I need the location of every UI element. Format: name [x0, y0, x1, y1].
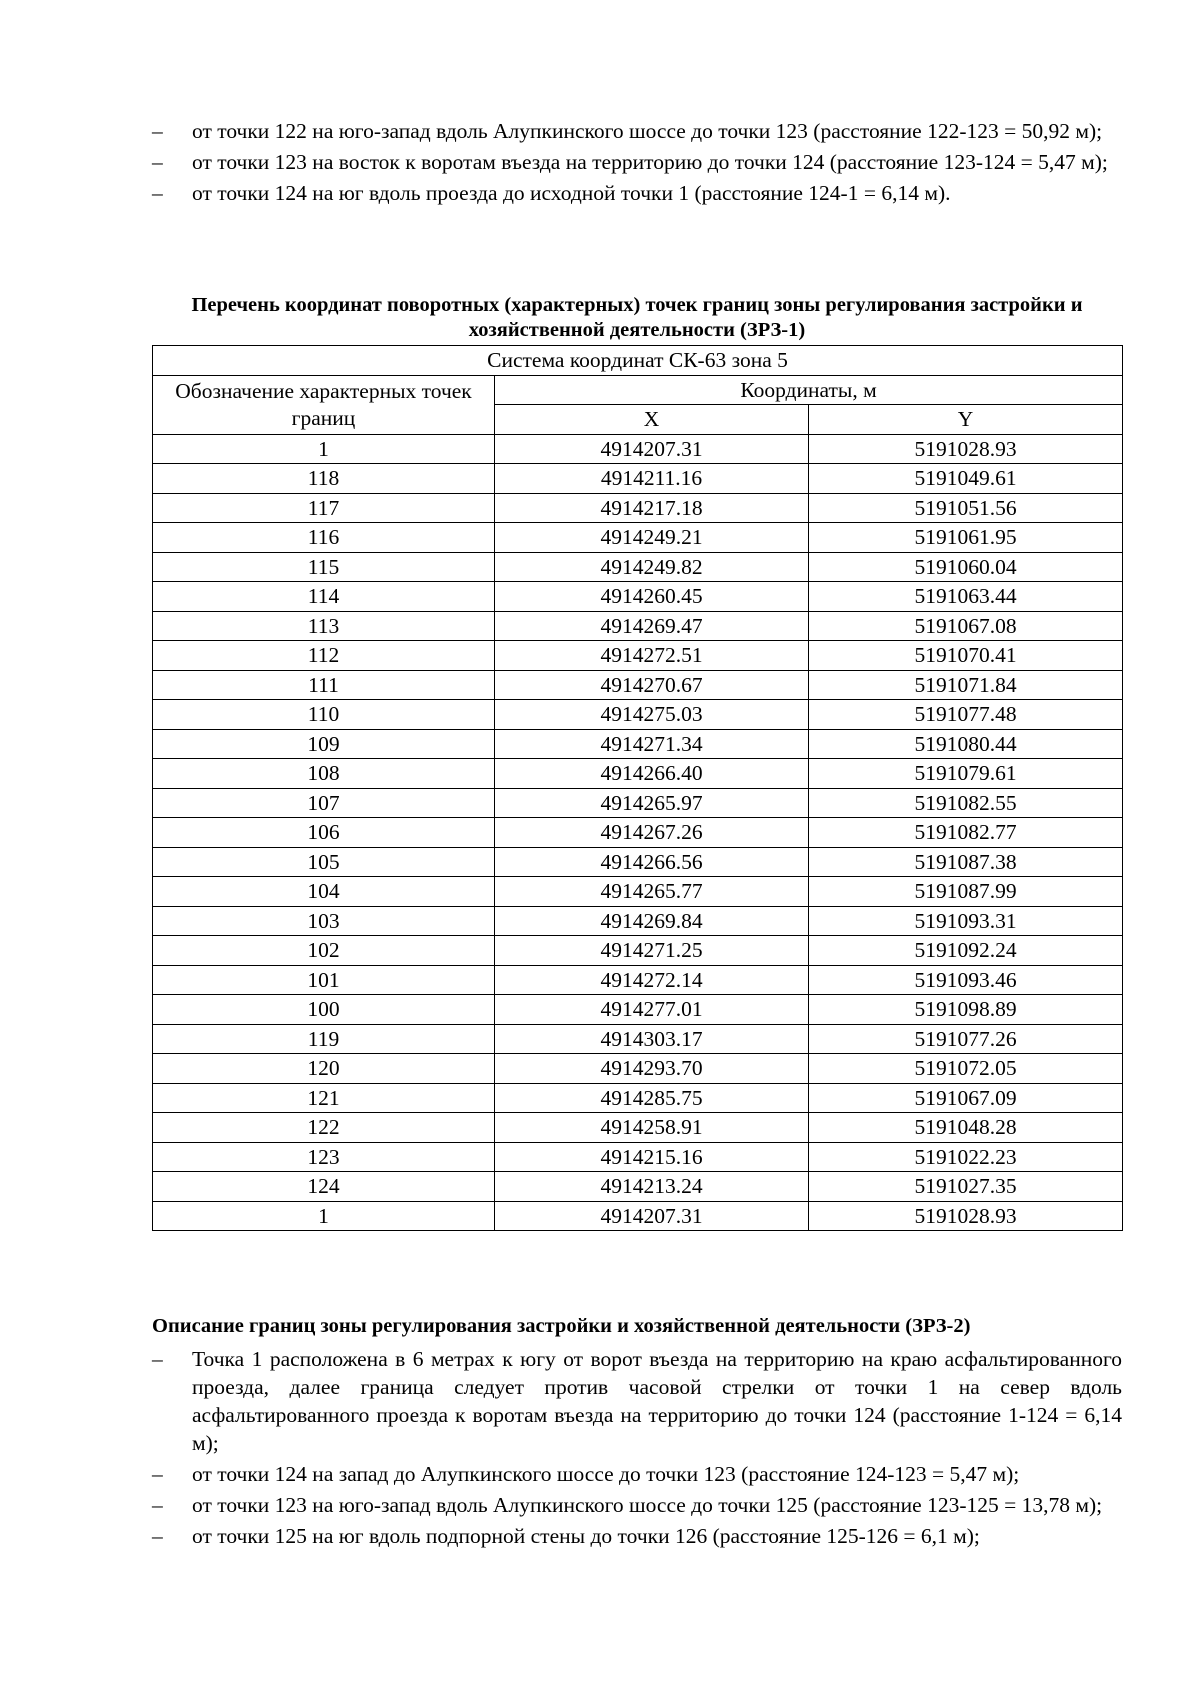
y-coordinate-cell: 5191080.44: [809, 729, 1123, 759]
list-item: – от точки 124 на запад до Алупкинского шоссе до точки 123 (расстояние 124-123 = 5,47 м);: [152, 1462, 1020, 1486]
table-row: [153, 434, 1123, 464]
y-coordinate-cell: 5191098.89: [809, 995, 1123, 1025]
x-coordinate-cell: 4914269.84: [495, 906, 809, 936]
x-coordinate-cell: 4914272.51: [495, 641, 809, 671]
point-cell: 120: [153, 1054, 495, 1084]
point-cell: 116: [153, 523, 495, 553]
x-coordinate-cell: 4914207.31: [495, 1201, 809, 1231]
y-coordinate-cell: 5191028.93: [809, 434, 1123, 464]
dash-marker: –: [152, 1524, 163, 1548]
y-coordinate-cell: 5191060.04: [809, 552, 1123, 582]
table-row: [153, 611, 1123, 641]
point-cell: 103: [153, 906, 495, 936]
table-row: [153, 582, 1123, 612]
list-item: – Точка 1 расположена в 6 метрах к югу от ворот въезда на территорию на краю асфальтированного проезда, далее граница следует против часовой стрелки от точки 1 на север вдоль асфальтированного проезда к воротам въезда на территорию до точки 124 (расстояние 1-124 = 6,14 м);: [152, 1347, 1122, 1455]
list-item: – от точки 125 на юг вдоль подпорной стены до точки 126 (расстояние 125-126 = 6,1 м);: [152, 1524, 980, 1548]
section-title-zrz2: Описание границ зоны регулирования застройки и хозяйственной деятельности (ЗРЗ-2): [152, 1315, 971, 1337]
y-coordinate-cell: 5191070.41: [809, 641, 1123, 671]
point-cell: 117: [153, 493, 495, 523]
table-system-row: [153, 346, 1123, 376]
table-row: [153, 995, 1123, 1025]
y-coordinate-cell: 5191027.35: [809, 1172, 1123, 1202]
point-cell: 106: [153, 818, 495, 848]
point-cell: 1: [153, 434, 495, 464]
y-coordinate-cell: 5191087.99: [809, 877, 1123, 907]
y-coordinate-cell: 5191067.08: [809, 611, 1123, 641]
x-coordinate-cell: 4914215.16: [495, 1142, 809, 1172]
y-coordinate-cell: 5191048.28: [809, 1113, 1123, 1143]
point-cell: 110: [153, 700, 495, 730]
y-coordinate-cell: 5191077.48: [809, 700, 1123, 730]
table-title: Перечень координат поворотных (характерных) точек границ зоны регулирования застройки и хозяйственной деятельности (ЗРЗ-1): [191, 294, 1083, 341]
x-coordinate-cell: 4914260.45: [495, 582, 809, 612]
point-cell: 108: [153, 759, 495, 789]
coords-header-cell: Координаты, м: [495, 375, 1123, 405]
x-coordinate-cell: 4914269.47: [495, 611, 809, 641]
table-row: [153, 965, 1123, 995]
y-coordinate-cell: 5191071.84: [809, 670, 1123, 700]
x-coordinate-cell: 4914270.67: [495, 670, 809, 700]
x-coordinate-cell: 4914207.31: [495, 434, 809, 464]
table-row: [153, 700, 1123, 730]
x-coordinate-cell: 4914271.25: [495, 936, 809, 966]
coordinates-table: [152, 345, 1123, 1231]
list-item: – от точки 123 на восток к воротам въезда на территорию до точки 124 (расстояние 123-124 = 5,47 м);: [152, 150, 1108, 174]
y-coordinate-cell: 5191087.38: [809, 847, 1123, 877]
x-coordinate-cell: 4914249.82: [495, 552, 809, 582]
x-coordinate-cell: 4914285.75: [495, 1083, 809, 1113]
x-coordinate-cell: 4914277.01: [495, 995, 809, 1025]
point-header-cell: Обозначение характерных точек границ: [153, 375, 495, 434]
point-cell: 115: [153, 552, 495, 582]
point-cell: 122: [153, 1113, 495, 1143]
y-coordinate-cell: 5191077.26: [809, 1024, 1123, 1054]
table-row: [153, 818, 1123, 848]
x-coordinate-cell: 4914249.21: [495, 523, 809, 553]
x-coordinate-cell: 4914267.26: [495, 818, 809, 848]
table-row: [153, 877, 1123, 907]
table-row: [153, 1172, 1123, 1202]
coordinate-system-cell: Система координат СК-63 зона 5: [153, 346, 1123, 376]
table-row: [153, 1142, 1123, 1172]
table-row: [153, 729, 1123, 759]
dash-marker: –: [152, 119, 163, 143]
boundary-description-list-zrz1: [152, 117, 1122, 210]
point-cell: 113: [153, 611, 495, 641]
table-row: [153, 847, 1123, 877]
x-coordinate-cell: 4914211.16: [495, 464, 809, 494]
table-row: [153, 1201, 1123, 1231]
point-cell: 121: [153, 1083, 495, 1113]
x-coordinate-cell: 4914266.40: [495, 759, 809, 789]
y-coordinate-cell: 5191049.61: [809, 464, 1123, 494]
y-coordinate-cell: 5191072.05: [809, 1054, 1123, 1084]
x-coordinate-cell: 4914266.56: [495, 847, 809, 877]
table-row: [153, 641, 1123, 671]
table-row: [153, 1083, 1123, 1113]
y-header-cell: Y: [809, 405, 1123, 435]
y-coordinate-cell: 5191092.24: [809, 936, 1123, 966]
y-coordinate-cell: 5191093.31: [809, 906, 1123, 936]
y-coordinate-cell: 5191082.77: [809, 818, 1123, 848]
point-cell: 111: [153, 670, 495, 700]
table-row: [153, 523, 1123, 553]
dash-marker: –: [152, 1462, 163, 1486]
dash-marker: –: [152, 150, 163, 174]
y-coordinate-cell: 5191022.23: [809, 1142, 1123, 1172]
dash-marker: –: [152, 1493, 163, 1517]
x-coordinate-cell: 4914271.34: [495, 729, 809, 759]
point-cell: 112: [153, 641, 495, 671]
x-coordinate-cell: 4914213.24: [495, 1172, 809, 1202]
point-cell: 109: [153, 729, 495, 759]
table-row: [153, 464, 1123, 494]
x-coordinate-cell: 4914275.03: [495, 700, 809, 730]
x-coordinate-cell: 4914293.70: [495, 1054, 809, 1084]
y-coordinate-cell: 5191061.95: [809, 523, 1123, 553]
y-coordinate-cell: 5191082.55: [809, 788, 1123, 818]
list-item: – от точки 123 на юго-запад вдоль Алупкинского шоссе до точки 125 (расстояние 123-125 = 13,78 м);: [152, 1493, 1103, 1517]
point-cell: 123: [153, 1142, 495, 1172]
point-cell: 114: [153, 582, 495, 612]
point-cell: 107: [153, 788, 495, 818]
table-row: [153, 906, 1123, 936]
table-row: [153, 552, 1123, 582]
table-row: [153, 759, 1123, 789]
table-row: [153, 1113, 1123, 1143]
boundary-description-list-zrz2: [152, 1345, 1122, 1553]
y-coordinate-cell: 5191067.09: [809, 1083, 1123, 1113]
list-item: – от точки 122 на юго-запад вдоль Алупкинского шоссе до точки 123 (расстояние 122-123 = 50,92 м);: [152, 119, 1103, 143]
dash-marker: –: [152, 181, 163, 205]
x-coordinate-cell: 4914258.91: [495, 1113, 809, 1143]
x-coordinate-cell: 4914217.18: [495, 493, 809, 523]
point-cell: 119: [153, 1024, 495, 1054]
x-coordinate-cell: 4914272.14: [495, 965, 809, 995]
table-row: [153, 1054, 1123, 1084]
table-row: [153, 788, 1123, 818]
table-row: [153, 493, 1123, 523]
list-item: – от точки 124 на юг вдоль проезда до исходной точки 1 (расстояние 124-1 = 6,14 м).: [152, 181, 951, 205]
y-coordinate-cell: 5191079.61: [809, 759, 1123, 789]
x-coordinate-cell: 4914303.17: [495, 1024, 809, 1054]
table-row: [153, 936, 1123, 966]
point-cell: 104: [153, 877, 495, 907]
y-coordinate-cell: 5191051.56: [809, 493, 1123, 523]
point-cell: 101: [153, 965, 495, 995]
table-row: [153, 1024, 1123, 1054]
point-cell: 102: [153, 936, 495, 966]
x-coordinate-cell: 4914265.97: [495, 788, 809, 818]
point-cell: 1: [153, 1201, 495, 1231]
table-header-row: [153, 375, 1123, 405]
y-coordinate-cell: 5191063.44: [809, 582, 1123, 612]
x-coordinate-cell: 4914265.77: [495, 877, 809, 907]
point-cell: 105: [153, 847, 495, 877]
table-row: [153, 670, 1123, 700]
dash-marker: –: [152, 1347, 163, 1371]
point-cell: 100: [153, 995, 495, 1025]
y-coordinate-cell: 5191028.93: [809, 1201, 1123, 1231]
point-cell: 124: [153, 1172, 495, 1202]
y-coordinate-cell: 5191093.46: [809, 965, 1123, 995]
x-header-cell: X: [495, 405, 809, 435]
point-cell: 118: [153, 464, 495, 494]
